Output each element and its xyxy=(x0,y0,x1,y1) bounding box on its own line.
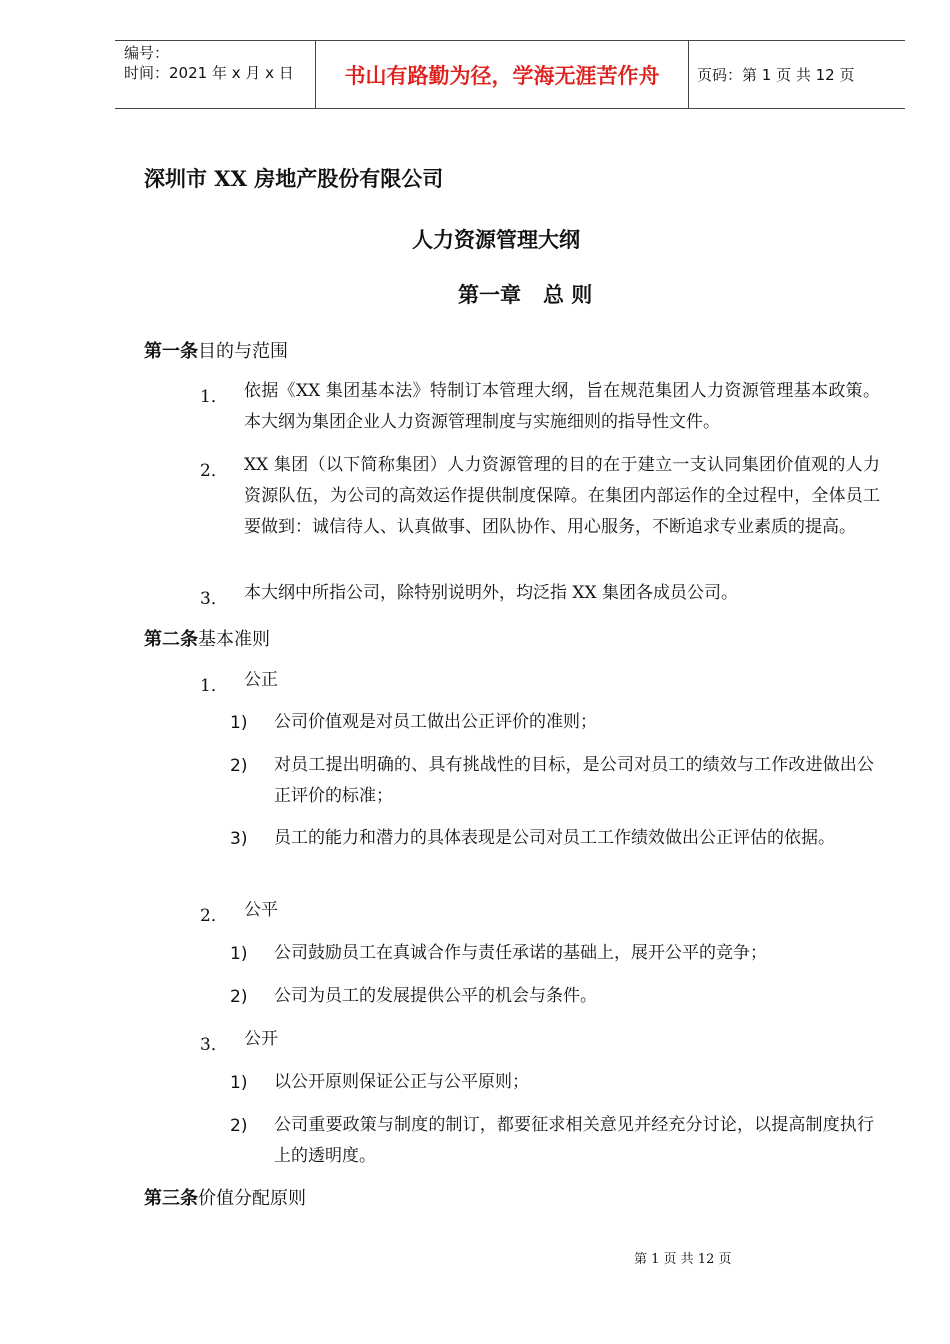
sub-item-number: 1) xyxy=(230,1073,248,1093)
section-number: 1． xyxy=(200,676,228,696)
list-number: 1． xyxy=(200,387,228,407)
article-1-heading xyxy=(144,337,288,363)
section-title: 公正 xyxy=(244,670,278,690)
page-footer: 第 1 页 共 12 页 xyxy=(634,1252,732,1267)
sub-item-text: 员工的能力和潜力的具体表现是公司对员工工作绩效做出公正评估的依据。 xyxy=(274,828,835,848)
sub-item-number: 2) xyxy=(230,1116,248,1136)
chapter-heading xyxy=(458,279,592,309)
sub-item-number: 1) xyxy=(230,713,248,733)
header-meta xyxy=(115,41,316,108)
sub-item-text: 公司重要政策与制度的制订，都要征求相关意见并经充分讨论，以提高制度执行上的透明度。 xyxy=(274,1115,874,1166)
time-label: 时间：2021 年 x 月 x 日 xyxy=(124,64,294,82)
article-1-title: 目的与范围 xyxy=(198,341,288,362)
sub-item-text: 以公开原则保证公正与公平原则； xyxy=(274,1072,529,1092)
article-2-title: 基本准则 xyxy=(198,629,270,650)
chapter-title: 总 则 xyxy=(543,282,593,307)
article-2-heading xyxy=(144,625,270,651)
article-3-heading xyxy=(144,1184,306,1210)
section-number: 2． xyxy=(200,906,228,926)
list-item-text: 本大纲中所指公司，除特别说明外，均泛指 XX 集团各成员公司。 xyxy=(244,583,739,603)
header-page-info: 页码：第 1 页 共 12 页 xyxy=(697,66,855,84)
section-number: 3． xyxy=(200,1035,228,1055)
header-motto: 书山有路勤为径，学海无涯苦作舟 xyxy=(316,41,689,108)
article-2-label: 第二条 xyxy=(144,629,198,650)
company-name: 深圳市 XX 房地产股份有限公司 xyxy=(144,166,444,191)
article-3-title: 价值分配原则 xyxy=(198,1188,306,1209)
sub-item-text: 对员工提出明确的、具有挑战性的目标，是公司对员工的绩效与工作改进做出公正评价的标准； xyxy=(274,755,874,806)
article-3-label: 第三条 xyxy=(144,1188,198,1209)
number-label: 编号： xyxy=(124,44,170,62)
sub-item-number: 2) xyxy=(230,987,248,1007)
sub-item-number: 1) xyxy=(230,944,248,964)
sub-item-text: 公司为员工的发展提供公平的机会与条件。 xyxy=(274,986,597,1006)
document-title: 人力资源管理大纲 xyxy=(412,227,580,252)
list-number: 2． xyxy=(200,461,228,481)
article-1-label: 第一条 xyxy=(144,341,198,362)
list-number: 3． xyxy=(200,589,228,609)
list-item-text: XX 集团（以下简称集团）人力资源管理的目的在于建立一支认同集团价值观的人力资源队伍，为公司的高效运作提供制度保障。在集团内部运作的全过程中，全体员工要做到：诚信待人、认真做事、团队协作、用心服务，不断追求专业素质的提高。 xyxy=(244,455,880,537)
sub-item-text: 公司鼓励员工在真诚合作与责任承诺的基础上，展开公平的竞争； xyxy=(274,943,767,963)
sub-item-number: 3) xyxy=(230,829,248,849)
section-title: 公平 xyxy=(244,900,278,920)
list-item-text: 依据《XX 集团基本法》特制订本管理大纲，旨在规范集团人力资源管理基本政策。本大纲为集团企业人力资源管理制度与实施细则的指导性文件。 xyxy=(244,381,880,432)
sub-item-number: 2) xyxy=(230,756,248,776)
section-title: 公开 xyxy=(244,1029,278,1049)
page-header xyxy=(115,40,905,109)
chapter-label: 第一章 xyxy=(458,282,521,307)
sub-item-text: 公司价值观是对员工做出公正评价的准则； xyxy=(274,712,597,732)
